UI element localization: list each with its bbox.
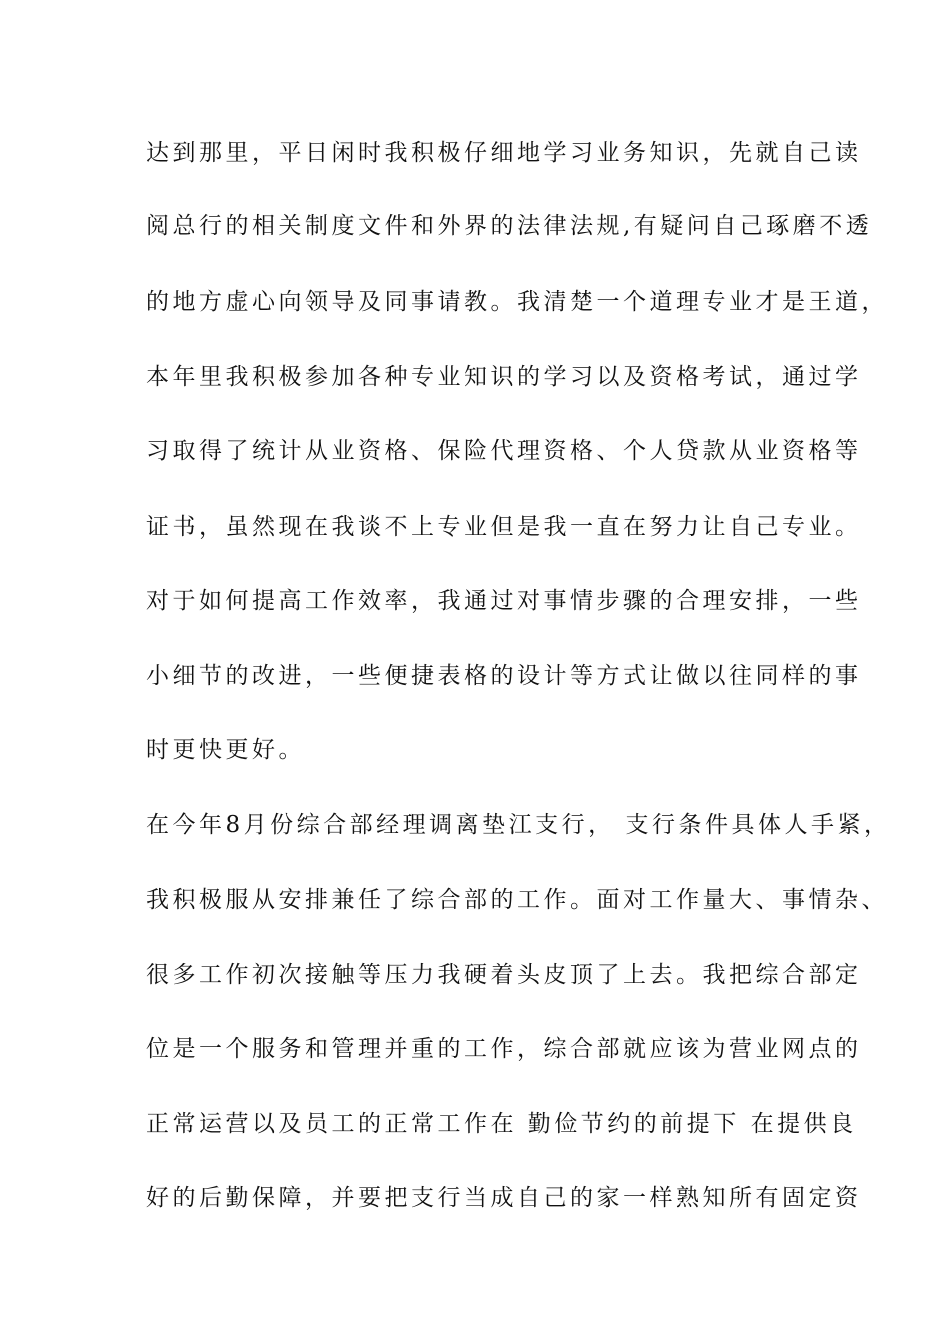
text-line-4: 本年里我积极参加各种专业知识的学习以及资格考试，通过学 [146,364,862,390]
text-line-7: 对于如何提高工作效率，我通过对事情步骤的合理安排，一些 [146,588,862,614]
text-line-12: 很多工作初次接触等压力我硬着头皮顶了上去。我把综合部定 [146,962,862,988]
text-line-5: 习取得了统计从业资格、保险代理资格、个人贷款从业资格等 [146,438,862,464]
text-line-15: 好的后勤保障，并要把支行当成自己的家一样熟知所有固定资 [146,1185,862,1211]
text-line-8: 小细节的改进，一些便捷表格的设计等方式让做以往同样的事 [146,663,862,689]
text-line-10: 在今年8月份综合部经理调离垫江支行， 支行条件具体人手紧， [146,812,891,838]
text-line-1: 达到那里，平日闲时我积极仔细地学习业务知识，先就自己读 [146,140,862,166]
text-line-2: 阅总行的相关制度文件和外界的法律法规,有疑问自己琢磨不透 [146,213,873,239]
text-line-9: 时更快更好。 [146,737,305,763]
text-line-14: 正常运营以及员工的正常工作在 勤俭节约的前提下 在提供良 [146,1111,857,1137]
text-line-6: 证书，虽然现在我谈不上专业但是我一直在努力让自己专业。 [146,514,862,540]
text-line-11: 我积极服从安排兼任了综合部的工作。面对工作量大、事情杂、 [146,887,888,913]
text-line-3: 的地方虚心向领导及同事请教。我清楚一个道理专业才是王道， [146,289,888,315]
text-line-13: 位是一个服务和管理并重的工作，综合部就应该为营业网点的 [146,1036,862,1062]
